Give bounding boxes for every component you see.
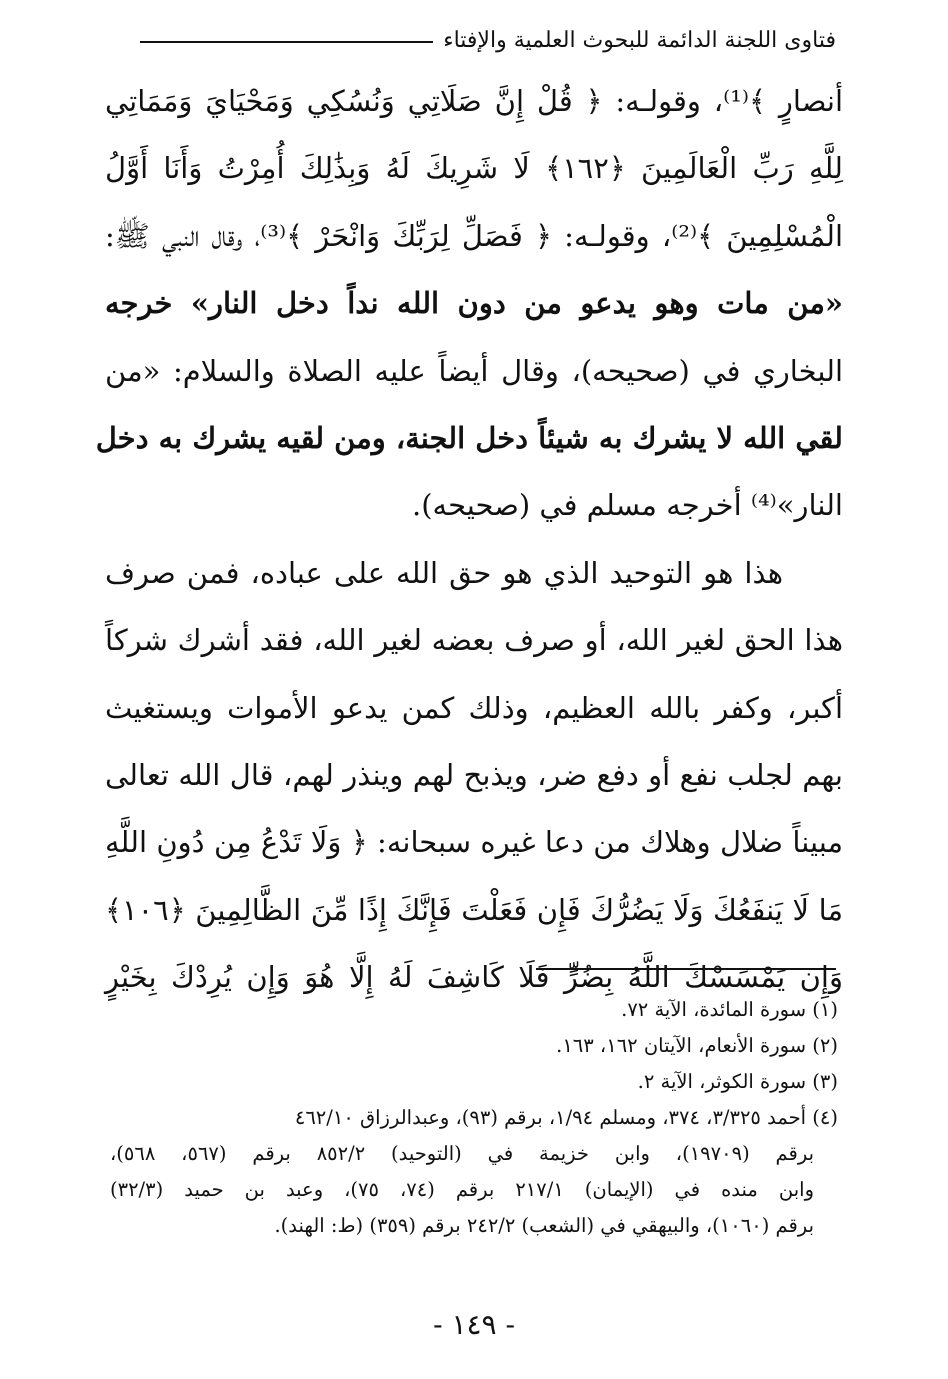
- quran-line: وَإِن يَمْسَسْكَ اللَّهُ بِضُرٍّ فَلَا كَاشِفَ لَهُ إِلَّا هُوَ وَإِن يُرِدْكَ بِخَيْرٍ: [105, 960, 843, 995]
- text-line: لِلَّهِ رَبِّ الْعَالَمِينَ ﴿١٦٢﴾ لَا شَرِيكَ لَهُ وَبِذَٰلِكَ أُمِرْتُ وَأَنَا أَوَّلُ: [105, 151, 843, 186]
- hadith-line: «من مات وهو يدعو من دون الله نداً دخل النار» خرجه: [105, 286, 843, 321]
- footnotes: [110, 992, 838, 1244]
- text-line: بهم لجلب نفع أو دفع ضر، ويذبح لهم وينذر لهم، قال الله تعالى: [105, 757, 843, 792]
- text-line: هذا الحق لغير الله، أو صرف بعضه لغير الله، فقد أشرك شركاً: [105, 623, 843, 658]
- footnote-2: (٢) سورة الأنعام، الآيتان ١٦٢، ١٦٣.: [556, 1034, 838, 1057]
- footnote-4: (٤) أحمد ٣/٣٢٥، ٣٧٤، ومسلم ١/٩٤، برقم (٩٣)، وعبدالرزاق ٤٦٢/١٠: [294, 1106, 838, 1129]
- text-line: النار»⁽⁴⁾ أخرجه مسلم في (صحيحه).: [411, 488, 843, 523]
- text-line: مبيناً ضلال وهلاك من دعا غيره سبحانه: ﴿ وَلَا تَدْعُ مِن دُونِ اللَّهِ: [105, 825, 843, 860]
- quran-line: مَا لَا يَنفَعُكَ وَلَا يَضُرُّكَ فَإِن فَعَلْتَ فَإِنَّكَ إِذًا مِّنَ الظَّالِمِينَ ﴿١٠٦﴾: [105, 892, 843, 927]
- page-number: - ١٤٩ -: [433, 1308, 515, 1341]
- hadith-line: لقي الله لا يشرك به شيئاً دخل الجنة، ومن لقيه يشرك به دخل: [95, 420, 843, 455]
- text-line: الْمُسْلِمِينَ ﴾⁽²⁾، وقولـه: ﴿ فَصَلِّ لِرَبِّكَ وَانْحَرْ ﴾⁽³⁾، وقال النبي ﷺ:: [105, 218, 844, 253]
- book-title: فتاوى اللجنة الدائمة للبحوث العلمية والإفتاء: [443, 27, 836, 53]
- text-line: أنصارٍ ﴾⁽¹⁾، وقولـه: ﴿ قُلْ إِنَّ صَلَاتِي وَنُسُكِي وَمَحْيَايَ وَمَمَاتِي: [105, 84, 843, 118]
- header-rule: [140, 41, 433, 43]
- text-line: أكبر، وكفر بالله العظيم، وذلك كمن يدعو الأموات ويستغيث: [105, 690, 843, 725]
- footnote-4-continued: برقم (١٩٧٠٩)، وابن خزيمة في (التوحيد) ٨٥٢/٢ برقم (٥٦٧، ٥٦٨)،: [110, 1142, 815, 1165]
- footnote-4-continued: وابن منده في (الإيمان) ٢١٧/١ برقم (٧٤، ٧٥)، وعبد بن حميد (٣٢/٣): [110, 1178, 814, 1201]
- running-header: [140, 18, 836, 62]
- paragraph-start-line: هذا هو التوحيد الذي هو حق الله على عباده، فمن صرف: [105, 555, 783, 590]
- body-text: [95, 68, 844, 1011]
- footnote-4-continued: برقم (١٠٦٠)، والبيهقي في (الشعب) ٢٤٢/٢ برقم (٣٥٩) (ط: الهند).: [274, 1214, 814, 1237]
- text-line: البخاري في (صحيحه)، وقال أيضاً عليه الصلاة والسلام: «من: [105, 353, 843, 388]
- footnote-3: (٣) سورة الكوثر، الآية ٢.: [637, 1070, 838, 1093]
- footnote-1: (١) سورة المائدة، الآية ٧٢.: [621, 998, 838, 1021]
- footnote-separator: [536, 968, 836, 970]
